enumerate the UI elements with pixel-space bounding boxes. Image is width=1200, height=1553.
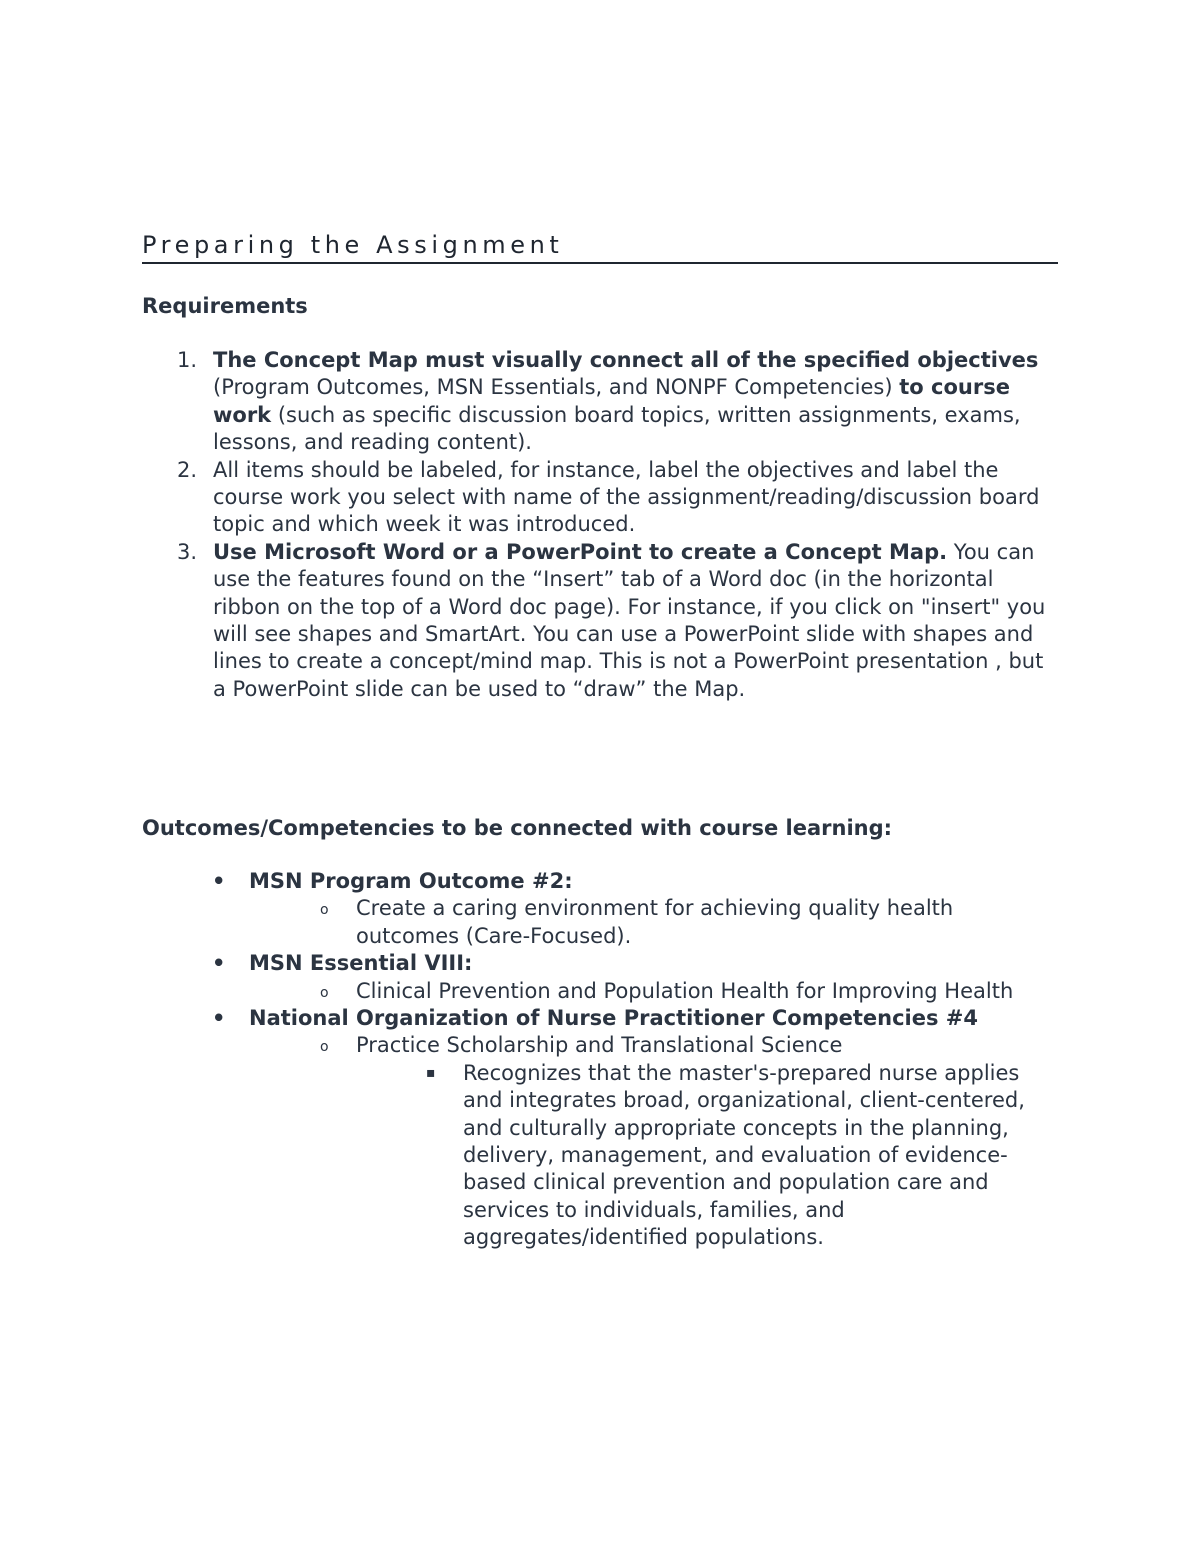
outcome-label: MSN Program Outcome #2: — [249, 869, 573, 893]
requirement-1-bold-2: to course work — [213, 375, 1010, 427]
requirement-2-text: All items should be labeled, for instance, label the objectives and label the course work you select with name of the assignment/reading/discussion board topic and which week it was introduced. — [213, 457, 1040, 537]
outcome-subitem — [142, 1032, 1062, 1059]
outcome-subsubitem — [142, 1060, 1062, 1252]
requirement-3-bold: Use Microsoft Word or a PowerPoint to create a Concept Map. — [213, 539, 948, 564]
list-number: 1. — [177, 348, 198, 372]
outcomes-heading: Outcomes/Competencies to be connected with course learning: — [142, 816, 893, 840]
page-title: Preparing the Assignment — [142, 230, 1058, 264]
outcome-subitem — [142, 895, 1062, 950]
outcome-item — [142, 1005, 1062, 1032]
bullet-icon: • — [212, 869, 226, 893]
outcome-label: MSN Essential VIII: — [249, 951, 473, 976]
circle-bullet-icon: o — [320, 1039, 329, 1056]
bullet-icon: • — [212, 1006, 226, 1031]
list-number: 3. — [177, 539, 198, 564]
requirement-item-1 — [142, 347, 1062, 457]
requirement-1-bold: The Concept Map must visually connect all of the specified objectives — [213, 348, 1039, 372]
requirement-item-2 — [142, 457, 1062, 539]
requirement-1-text-2: (such as specific discussion board topics, written assignments, exams, lessons, and reading content). — [213, 402, 1021, 455]
circle-bullet-icon: o — [320, 984, 329, 1001]
outcome-item — [142, 868, 1062, 895]
requirements-list — [142, 347, 1062, 703]
outcome-sub-text: Practice Scholarship and Translational Science — [356, 1033, 843, 1058]
list-number: 2. — [177, 457, 198, 482]
requirement-3-text: You can use the features found on the “Insert” tab of a Word doc (in the horizontal ribbon on the top of a Word doc page). For instance, if you click on "insert" you will see shapes and SmartArt. You can use a PowerPoint slide with shapes and lines to create a concept/mind map. This is not a PowerPoint presentation , but a PowerPoint slide can be used to “draw” the Map. — [213, 539, 1046, 701]
bullet-icon: • — [212, 951, 226, 976]
outcomes-list — [142, 868, 1062, 1252]
requirement-item-3 — [142, 539, 1062, 703]
requirement-1-text: (Program Outcomes, MSN Essentials, and NONPF Competencies) — [213, 375, 900, 400]
outcome-subitem — [142, 978, 1062, 1005]
outcome-label: National Organization of Nurse Practitioner Competencies #4 — [249, 1006, 978, 1031]
square-bullet-icon: ▪ — [426, 1064, 436, 1081]
outcome-sub-text: Clinical Prevention and Population Health for Improving Health — [356, 978, 1014, 1003]
outcome-subsub-text: Recognizes that the master's-prepared nurse applies and integrates broad, organizational, client-centered, and culturally appropriate concepts in the planning, delivery, management, and evaluation of evidence-based clinical prevention and population care and services to individuals, families, and aggregates/identified populations. — [463, 1060, 1025, 1250]
outcome-item — [142, 950, 1062, 977]
outcome-sub-text: Create a caring environment for achieving quality health outcomes (Care-Focused). — [356, 896, 954, 948]
circle-bullet-icon: o — [320, 902, 329, 919]
requirements-heading: Requirements — [142, 294, 308, 318]
